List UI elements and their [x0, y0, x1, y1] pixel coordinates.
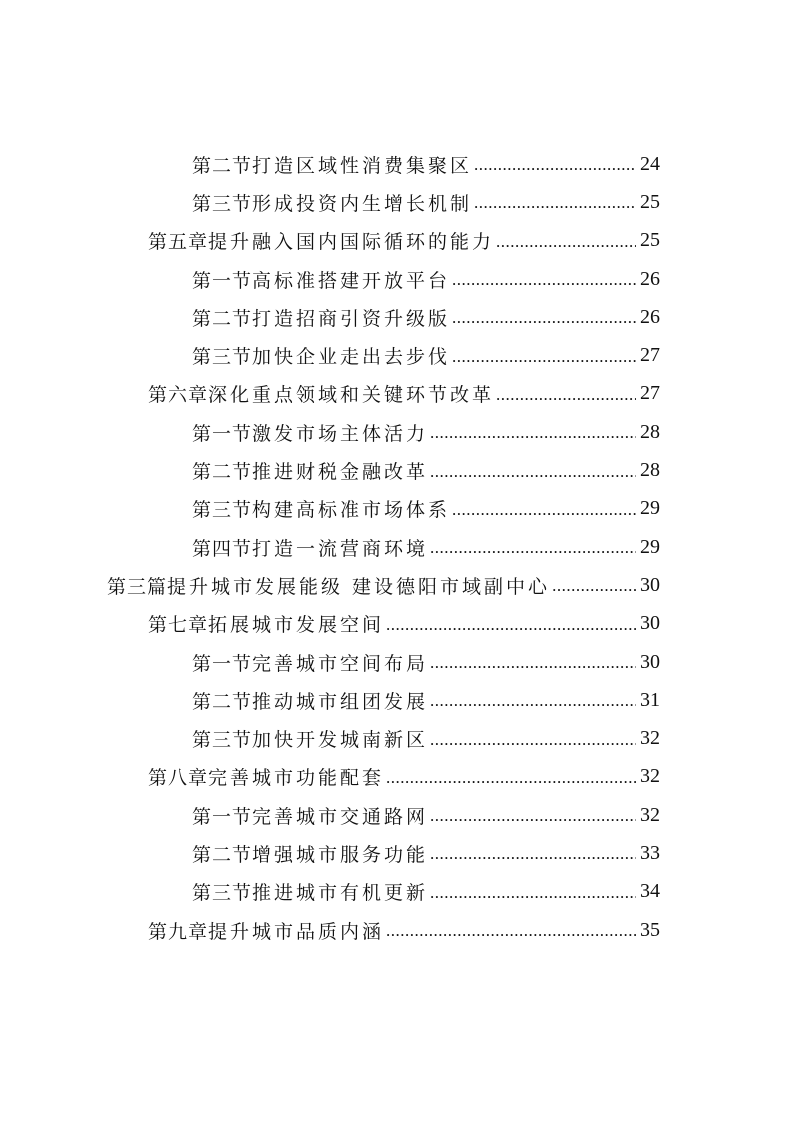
toc-entry-number: 第二节 — [192, 154, 253, 177]
toc-entry-title: 高标准搭建开放平台 — [252, 269, 451, 292]
toc-chapter-entry[interactable] — [0, 911, 793, 949]
dot-leader — [430, 730, 636, 750]
toc-entry[interactable] — [0, 796, 793, 834]
toc-entry-page: 26 — [640, 305, 660, 328]
toc-entry[interactable] — [0, 873, 793, 911]
toc-entry-number: 第七章 — [148, 614, 209, 637]
toc-entry[interactable] — [0, 834, 793, 872]
toc-entry-number: 第四节 — [192, 537, 253, 560]
toc-entry[interactable] — [0, 490, 793, 528]
dot-leader — [430, 844, 636, 864]
dot-leader — [496, 385, 636, 405]
toc-chapter-entry[interactable] — [0, 605, 793, 643]
toc-entry-title: 形成投资内生增长机制 — [252, 192, 473, 215]
dot-leader — [474, 155, 636, 175]
toc-entry-number: 第一节 — [192, 652, 253, 675]
toc-entry[interactable] — [0, 451, 793, 489]
dot-leader — [452, 500, 636, 520]
toc-entry-page: 30 — [640, 650, 660, 673]
toc-entry-number: 第三篇 — [107, 575, 168, 598]
dot-leader — [430, 691, 636, 711]
toc-entry-page: 26 — [640, 267, 660, 290]
toc-entry-number: 第三节 — [192, 729, 253, 752]
dot-leader — [496, 232, 636, 252]
toc-entry-number: 第三节 — [192, 346, 253, 369]
toc-entry[interactable] — [0, 145, 793, 183]
toc-entry-page: 27 — [640, 382, 660, 405]
toc-part-entry[interactable] — [0, 566, 793, 604]
table-of-contents — [0, 145, 793, 949]
toc-entry-number: 第三节 — [192, 499, 253, 522]
toc-entry-page: 31 — [640, 688, 660, 711]
toc-entry-title: 拓展城市发展空间 — [208, 614, 385, 637]
toc-entry-title: 深化重点领域和关键环节改革 — [208, 384, 495, 407]
toc-entry-title: 完善城市空间布局 — [252, 652, 429, 675]
toc-entry-page: 25 — [640, 229, 660, 252]
toc-entry-page: 35 — [640, 918, 660, 941]
toc-entry[interactable] — [0, 336, 793, 374]
toc-entry-title: 打造招商引资升级版 — [252, 307, 451, 330]
toc-entry-number: 第八章 — [148, 767, 209, 790]
toc-entry-title: 构建高标准市场体系 — [252, 499, 451, 522]
toc-entry-title: 推动城市组团发展 — [252, 690, 429, 713]
dot-leader — [386, 615, 636, 635]
toc-entry-page: 32 — [640, 803, 660, 826]
toc-entry-title: 激发市场主体活力 — [252, 422, 429, 445]
dot-leader — [452, 270, 636, 290]
dot-leader — [430, 653, 636, 673]
toc-entry[interactable] — [0, 183, 793, 221]
toc-entry-page: 32 — [640, 727, 660, 750]
toc-entry-title: 完善城市功能配套 — [208, 767, 385, 790]
toc-entry-page: 28 — [640, 420, 660, 443]
toc-entry-number: 第二节 — [192, 307, 253, 330]
toc-entry[interactable] — [0, 413, 793, 451]
toc-chapter-entry[interactable] — [0, 375, 793, 413]
toc-entry-title: 增强城市服务功能 — [252, 843, 429, 866]
dot-leader — [552, 576, 636, 596]
dot-leader — [452, 308, 636, 328]
dot-leader — [474, 193, 636, 213]
toc-entry-number: 第三节 — [192, 192, 253, 215]
toc-entry-page: 32 — [640, 765, 660, 788]
dot-leader — [430, 883, 636, 903]
toc-entry-page: 24 — [640, 152, 660, 175]
dot-leader — [430, 423, 636, 443]
toc-chapter-entry[interactable] — [0, 222, 793, 260]
toc-entry-number: 第二节 — [192, 690, 253, 713]
toc-entry-page: 34 — [640, 880, 660, 903]
toc-entry-page: 28 — [640, 459, 660, 482]
toc-entry-title: 加快开发城南新区 — [252, 729, 429, 752]
toc-entry[interactable] — [0, 298, 793, 336]
toc-entry-number: 第二节 — [192, 843, 253, 866]
toc-entry-page: 30 — [640, 573, 660, 596]
toc-entry-number: 第五章 — [148, 231, 209, 254]
toc-entry-title: 提升城市发展能级 建设德阳市域副中心 — [167, 575, 551, 598]
toc-entry-number: 第一节 — [192, 269, 253, 292]
dot-leader — [386, 768, 636, 788]
toc-entry-title: 加快企业走出去步伐 — [252, 346, 451, 369]
toc-entry-page: 27 — [640, 344, 660, 367]
toc-entry-page: 33 — [640, 841, 660, 864]
toc-entry-title: 提升融入国内国际循环的能力 — [208, 231, 495, 254]
toc-entry[interactable] — [0, 681, 793, 719]
toc-entry-page: 29 — [640, 497, 660, 520]
toc-entry-title: 推进财税金融改革 — [252, 461, 429, 484]
toc-entry-title: 打造区域性消费集聚区 — [252, 154, 473, 177]
toc-entry-page: 30 — [640, 612, 660, 635]
toc-entry[interactable] — [0, 260, 793, 298]
dot-leader — [386, 921, 636, 941]
dot-leader — [430, 806, 636, 826]
toc-entry-title: 打造一流营商环境 — [252, 537, 429, 560]
toc-entry-page: 29 — [640, 535, 660, 558]
toc-chapter-entry[interactable] — [0, 758, 793, 796]
dot-leader — [430, 538, 636, 558]
toc-entry[interactable] — [0, 528, 793, 566]
toc-entry-title: 推进城市有机更新 — [252, 882, 429, 905]
toc-entry-number: 第六章 — [148, 384, 209, 407]
toc-entry-title: 完善城市交通路网 — [252, 805, 429, 828]
toc-entry-number: 第九章 — [148, 920, 209, 943]
toc-entry-page: 25 — [640, 190, 660, 213]
toc-entry-number: 第二节 — [192, 461, 253, 484]
toc-entry-number: 第一节 — [192, 805, 253, 828]
toc-entry[interactable] — [0, 643, 793, 681]
toc-entry-number: 第三节 — [192, 882, 253, 905]
dot-leader — [452, 347, 636, 367]
toc-entry[interactable] — [0, 719, 793, 757]
dot-leader — [430, 462, 636, 482]
toc-entry-number: 第一节 — [192, 422, 253, 445]
toc-entry-title: 提升城市品质内涵 — [208, 920, 385, 943]
